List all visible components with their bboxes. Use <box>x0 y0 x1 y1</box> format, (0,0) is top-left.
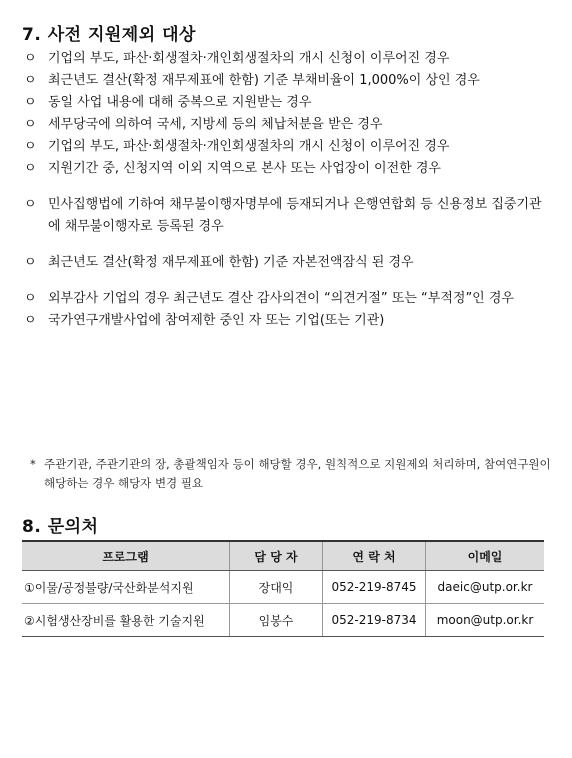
list-item-text: 지원기간 중, 신청지역 이외 지역으로 본사 또는 사업장이 이전한 경우 <box>48 161 441 176</box>
program-cell: ②시험생산장비를 활용한 기술지원 <box>22 604 230 637</box>
table-row <box>22 604 544 637</box>
list-item <box>24 48 554 70</box>
email-cell: daeic@utp.or.kr <box>426 571 545 604</box>
list-item <box>24 194 554 238</box>
manager-cell: 임봉수 <box>230 604 323 637</box>
bullet-mark: ㅇ <box>24 51 37 66</box>
bullet-mark: ㅇ <box>24 197 37 212</box>
exclusion-note <box>30 455 564 493</box>
list-item <box>24 92 554 114</box>
list-item-text: 최근년도 결산(확정 재무제표에 한함) 기준 부채비율이 1,000%이 상인 경우 <box>48 73 480 88</box>
list-item-text: 동일 사업 내용에 대해 중복으로 지원받는 경우 <box>48 95 312 110</box>
bullet-mark: ㅇ <box>24 73 37 88</box>
list-item <box>24 114 554 136</box>
exclusion-list <box>24 48 554 332</box>
manager-cell: 장대익 <box>230 571 323 604</box>
table-header-row <box>22 541 544 571</box>
contact-table <box>22 540 544 637</box>
bullet-mark: ㅇ <box>24 139 37 154</box>
note-asterisk: * <box>30 457 36 471</box>
list-item <box>24 136 554 158</box>
bullet-mark: ㅇ <box>24 291 37 306</box>
list-item-text: 기업의 부도, 파산·회생절차·개인회생절차의 개시 신청이 이루어진 경우 <box>48 139 450 154</box>
list-item <box>24 288 554 310</box>
list-item-text: 세무당국에 의하여 국세, 지방세 등의 체납처분을 받은 경우 <box>48 117 383 132</box>
column-header-email: 이메일 <box>426 541 545 571</box>
table-row <box>22 571 544 604</box>
bullet-mark: ㅇ <box>24 313 37 328</box>
column-header-phone: 연 락 처 <box>323 541 426 571</box>
list-item-text: 민사집행법에 기하여 채무불이행자명부에 등재되거나 은행연합회 등 신용정보 집중기관에 채무불이행자로 등록된 경우 <box>48 197 542 234</box>
phone-cell: 052-219-8745 <box>323 571 426 604</box>
bullet-mark: ㅇ <box>24 255 37 270</box>
column-header-manager: 담 당 자 <box>230 541 323 571</box>
bullet-mark: ㅇ <box>24 95 37 110</box>
section-7-title: 7. 사전 지원제외 대상 <box>22 25 196 45</box>
list-item-text: 기업의 부도, 파산·회생절차·개인회생절차의 개시 신청이 이루어진 경우 <box>48 51 450 66</box>
list-item-text: 국가연구개발사업에 참여제한 중인 자 또는 기업(또는 기관) <box>48 313 385 328</box>
bullet-mark: ㅇ <box>24 117 37 132</box>
note-text: 주관기관, 주관기관의 장, 총괄책임자 등이 해당할 경우, 원칙적으로 지원제외 처리하며, 참여연구원이 해당하는 경우 해당자 변경 필요 <box>44 457 551 490</box>
list-item <box>24 310 554 332</box>
list-item <box>24 70 554 92</box>
column-header-program: 프로그램 <box>22 541 230 571</box>
list-item-text: 최근년도 결산(확정 재무제표에 한함) 기준 자본전액잠식 된 경우 <box>48 255 414 270</box>
phone-cell: 052-219-8734 <box>323 604 426 637</box>
list-item-text: 외부감사 기업의 경우 최근년도 결산 감사의견이 “의견거절” 또는 “부적정”인 경우 <box>48 291 514 306</box>
list-item <box>24 158 554 180</box>
email-cell: moon@utp.or.kr <box>426 604 545 637</box>
program-cell: ①이물/공정불량/국산화분석지원 <box>22 571 230 604</box>
bullet-mark: ㅇ <box>24 161 37 176</box>
list-item <box>24 252 554 274</box>
section-8-title: 8. 문의처 <box>22 517 99 537</box>
